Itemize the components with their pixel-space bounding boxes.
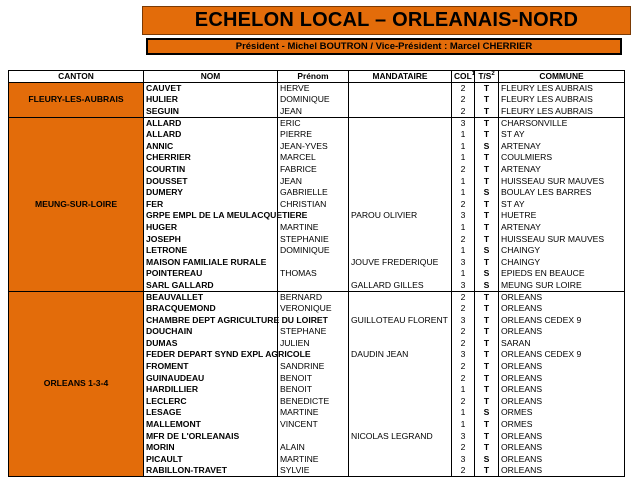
cell-prenom: FABRICE (278, 164, 349, 176)
cell-mandataire (349, 106, 452, 118)
cell-mandataire (349, 396, 452, 408)
cell-mandataire (349, 117, 452, 129)
cell-prenom: CHRISTIAN (278, 198, 349, 210)
cell-commune: ORLEANS (499, 372, 625, 384)
cell-nom: SEGUIN (144, 106, 278, 118)
cell-commune: EPIEDS EN BEAUCE (499, 268, 625, 280)
cell-commune: ORLEANS (499, 454, 625, 466)
cell-commune: ST AY (499, 129, 625, 141)
cell-mandataire: GUILLOTEAU FLORENT (349, 314, 452, 326)
cell-commune: ST AY (499, 198, 625, 210)
cell-mandataire (349, 361, 452, 373)
cell-commune: ORLEANS (499, 303, 625, 315)
cell-nom: POINTEREAU (144, 268, 278, 280)
page-title: ECHELON LOCAL – ORLEANAIS-NORD (194, 9, 579, 31)
cell-commune: SARAN (499, 338, 625, 350)
cell-commune: ARTENAY (499, 164, 625, 176)
cell-col: 2 (452, 233, 475, 245)
cell-ts: T (475, 198, 499, 210)
cell-mandataire (349, 164, 452, 176)
header-col-label: COL (454, 71, 472, 81)
cell-col: 1 (452, 407, 475, 419)
header-canton: CANTON (9, 71, 144, 83)
cell-col: 3 (452, 349, 475, 361)
table-body (9, 83, 625, 477)
cell-mandataire (349, 291, 452, 303)
cell-col: 3 (452, 210, 475, 222)
cell-nom: MALLEMONT (144, 419, 278, 431)
cell-nom: SARL GALLARD (144, 280, 278, 292)
cell-commune: HUISSEAU SUR MAUVES (499, 175, 625, 187)
cell-nom: DUMERY (144, 187, 278, 199)
cell-ts: T (475, 83, 499, 95)
cell-prenom: JEAN (278, 106, 349, 118)
cell-col: 1 (452, 268, 475, 280)
cell-mandataire (349, 372, 452, 384)
cell-col: 2 (452, 442, 475, 454)
cell-commune: FLEURY LES AUBRAIS (499, 83, 625, 95)
cell-commune: MEUNG SUR LOIRE (499, 280, 625, 292)
header-col-footnote: 1 (471, 71, 476, 78)
cell-col: 3 (452, 430, 475, 442)
cell-nom: LECLERC (144, 396, 278, 408)
cell-nom: JOSEPH (144, 233, 278, 245)
canton-cell: FLEURY-LES-AUBRAIS (9, 83, 144, 118)
cell-col: 2 (452, 396, 475, 408)
cell-nom: LETRONE (144, 245, 278, 257)
cell-nom: MFR DE L'ORLEANAIS (144, 430, 278, 442)
header-ts-label: T/S (478, 71, 492, 81)
cell-ts: T (475, 465, 499, 477)
cell-prenom: VERONIQUE (278, 303, 349, 315)
cell-prenom: SYLVIE (278, 465, 349, 477)
cell-nom: HARDILLIER (144, 384, 278, 396)
cell-ts: S (475, 140, 499, 152)
cell-col: 3 (452, 314, 475, 326)
cell-col: 2 (452, 83, 475, 95)
cell-ts: T (475, 210, 499, 222)
cell-nom: MAISON FAMILIALE RURALE (144, 256, 278, 268)
cell-mandataire: DAUDIN JEAN (349, 349, 452, 361)
cell-ts: S (475, 280, 499, 292)
cell-prenom: STEPHANIE (278, 233, 349, 245)
cell-prenom: BENOIT (278, 384, 349, 396)
cell-prenom: JEAN-YVES (278, 140, 349, 152)
cell-ts: S (475, 454, 499, 466)
canton-cell: MEUNG-SUR-LOIRE (9, 117, 144, 291)
cell-ts: S (475, 268, 499, 280)
cell-commune: BOULAY LES BARRES (499, 187, 625, 199)
cell-commune: CHAINGY (499, 245, 625, 257)
cell-commune: HUETRE (499, 210, 625, 222)
cell-mandataire (349, 140, 452, 152)
subtitle-banner (146, 38, 622, 55)
cell-nom: BEAUVALLET (144, 291, 278, 303)
cell-prenom: ALAIN (278, 442, 349, 454)
cell-ts: S (475, 187, 499, 199)
cell-nom: ALLARD (144, 129, 278, 141)
cell-mandataire (349, 187, 452, 199)
cell-prenom: GABRIELLE (278, 187, 349, 199)
cell-mandataire (349, 94, 452, 106)
cell-nom: GUINAUDEAU (144, 372, 278, 384)
cell-col: 3 (452, 454, 475, 466)
cell-mandataire (349, 407, 452, 419)
cell-col: 1 (452, 175, 475, 187)
cell-commune: ORLEANS CEDEX 9 (499, 314, 625, 326)
cell-col: 2 (452, 164, 475, 176)
cell-nom: HULIER (144, 94, 278, 106)
cell-mandataire (349, 442, 452, 454)
cell-col: 2 (452, 465, 475, 477)
table-row (9, 291, 625, 303)
cell-mandataire (349, 465, 452, 477)
cell-ts: T (475, 361, 499, 373)
cell-prenom: BERNARD (278, 291, 349, 303)
cell-commune: ORLEANS CEDEX 9 (499, 349, 625, 361)
cell-col: 1 (452, 129, 475, 141)
cell-prenom: MARCEL (278, 152, 349, 164)
cell-prenom: MARTINE (278, 222, 349, 234)
cell-prenom (278, 256, 349, 268)
cell-nom: RABILLON-TRAVET (144, 465, 278, 477)
cell-commune: FLEURY LES AUBRAIS (499, 94, 625, 106)
cell-commune: CHARSONVILLE (499, 117, 625, 129)
cell-nom: FEDER DEPART SYND EXPL AGRICOLE (144, 349, 278, 361)
cell-nom: CHAMBRE DEPT AGRICULTURE DU LOIRET (144, 314, 278, 326)
cell-prenom: STEPHANE (278, 326, 349, 338)
cell-ts: T (475, 442, 499, 454)
cell-nom: FER (144, 198, 278, 210)
cell-commune: ORLEANS (499, 396, 625, 408)
cell-mandataire (349, 222, 452, 234)
cell-ts: S (475, 245, 499, 257)
cell-mandataire (349, 152, 452, 164)
cell-prenom: BENOIT (278, 372, 349, 384)
page-subtitle: Président - Michel BOUTRON / Vice-Président : Marcel CHERRIER (235, 41, 533, 52)
cell-nom: COURTIN (144, 164, 278, 176)
cell-nom: ANNIC (144, 140, 278, 152)
cell-prenom: MARTINE (278, 407, 349, 419)
cell-ts: T (475, 106, 499, 118)
cell-prenom: DOMINIQUE (278, 94, 349, 106)
cell-col: 2 (452, 338, 475, 350)
cell-prenom: THOMAS (278, 268, 349, 280)
cell-col: 1 (452, 245, 475, 257)
header-nom: NOM (144, 71, 278, 83)
cell-nom: HUGER (144, 222, 278, 234)
cell-nom: CHERRIER (144, 152, 278, 164)
cell-mandataire (349, 129, 452, 141)
cell-col: 1 (452, 384, 475, 396)
cell-nom: LESAGE (144, 407, 278, 419)
cell-mandataire (349, 326, 452, 338)
cell-col: 3 (452, 256, 475, 268)
cell-ts: T (475, 94, 499, 106)
table-row (9, 117, 625, 129)
cell-nom: DOUCHAIN (144, 326, 278, 338)
cell-mandataire (349, 245, 452, 257)
cell-ts: T (475, 384, 499, 396)
members-table (8, 70, 625, 477)
cell-commune: HUISSEAU SUR MAUVES (499, 233, 625, 245)
cell-col: 3 (452, 117, 475, 129)
cell-ts: T (475, 222, 499, 234)
cell-ts: T (475, 372, 499, 384)
cell-commune: ORLEANS (499, 430, 625, 442)
cell-commune: ORMES (499, 407, 625, 419)
cell-nom: ALLARD (144, 117, 278, 129)
canton-cell: ORLEANS 1-3-4 (9, 291, 144, 477)
cell-commune: ORLEANS (499, 291, 625, 303)
cell-col: 2 (452, 303, 475, 315)
cell-prenom: DOMINIQUE (278, 245, 349, 257)
cell-ts: T (475, 256, 499, 268)
cell-commune: ORMES (499, 419, 625, 431)
cell-ts: T (475, 303, 499, 315)
cell-col: 1 (452, 419, 475, 431)
cell-mandataire (349, 303, 452, 315)
cell-ts: S (475, 407, 499, 419)
cell-nom: DUMAS (144, 338, 278, 350)
cell-mandataire: JOUVE FREDERIQUE (349, 256, 452, 268)
cell-ts: T (475, 175, 499, 187)
cell-mandataire (349, 175, 452, 187)
cell-commune: ARTENAY (499, 140, 625, 152)
cell-prenom: VINCENT (278, 419, 349, 431)
cell-ts: T (475, 152, 499, 164)
cell-nom: MORIN (144, 442, 278, 454)
cell-commune: COULMIERS (499, 152, 625, 164)
cell-nom: FROMENT (144, 361, 278, 373)
cell-prenom: ERIC (278, 117, 349, 129)
cell-commune: FLEURY LES AUBRAIS (499, 106, 625, 118)
cell-commune: ORLEANS (499, 384, 625, 396)
cell-mandataire (349, 419, 452, 431)
cell-col: 2 (452, 94, 475, 106)
cell-commune: ORLEANS (499, 465, 625, 477)
cell-mandataire (349, 338, 452, 350)
cell-mandataire (349, 268, 452, 280)
cell-mandataire (349, 83, 452, 95)
cell-ts: T (475, 314, 499, 326)
header-commune: COMMUNE (499, 71, 625, 83)
cell-ts: T (475, 396, 499, 408)
cell-ts: T (475, 430, 499, 442)
cell-commune: ARTENAY (499, 222, 625, 234)
cell-mandataire: GALLARD GILLES (349, 280, 452, 292)
cell-col: 2 (452, 106, 475, 118)
cell-col: 2 (452, 361, 475, 373)
cell-mandataire (349, 233, 452, 245)
cell-mandataire: NICOLAS LEGRAND (349, 430, 452, 442)
cell-ts: T (475, 129, 499, 141)
cell-ts: T (475, 338, 499, 350)
cell-nom: GRPE EMPL DE LA MEULACQUETIERE (144, 210, 278, 222)
header-col (452, 71, 475, 83)
cell-ts: T (475, 233, 499, 245)
cell-prenom: PIERRE (278, 129, 349, 141)
cell-commune: ORLEANS (499, 442, 625, 454)
header-mandataire: MANDATAIRE (349, 71, 452, 83)
cell-prenom: MARTINE (278, 454, 349, 466)
cell-ts: T (475, 117, 499, 129)
cell-col: 2 (452, 291, 475, 303)
cell-col: 2 (452, 326, 475, 338)
cell-commune: CHAINGY (499, 256, 625, 268)
table-row (9, 83, 625, 95)
cell-prenom (278, 280, 349, 292)
cell-nom: PICAULT (144, 454, 278, 466)
cell-col: 2 (452, 198, 475, 210)
cell-prenom (278, 430, 349, 442)
cell-nom: DOUSSET (144, 175, 278, 187)
cell-col: 1 (452, 187, 475, 199)
cell-mandataire (349, 454, 452, 466)
cell-col: 1 (452, 140, 475, 152)
cell-ts: T (475, 419, 499, 431)
table-header-row (9, 71, 625, 83)
cell-col: 1 (452, 152, 475, 164)
cell-commune: ORLEANS (499, 361, 625, 373)
cell-mandataire: PAROU OLIVIER (349, 210, 452, 222)
title-banner (142, 6, 631, 35)
cell-ts: T (475, 291, 499, 303)
cell-nom: CAUVET (144, 83, 278, 95)
cell-nom: BRACQUEMOND (144, 303, 278, 315)
cell-prenom: JULIEN (278, 338, 349, 350)
cell-col: 3 (452, 280, 475, 292)
cell-prenom: HERVE (278, 83, 349, 95)
cell-ts: T (475, 349, 499, 361)
cell-prenom: JEAN (278, 175, 349, 187)
cell-ts: T (475, 164, 499, 176)
cell-commune: ORLEANS (499, 326, 625, 338)
cell-col: 1 (452, 222, 475, 234)
cell-mandataire (349, 198, 452, 210)
header-ts-footnote: 2 (491, 71, 495, 78)
cell-prenom: BENEDICTE (278, 396, 349, 408)
cell-mandataire (349, 384, 452, 396)
header-prenom: Prénom (278, 71, 349, 83)
cell-prenom: SANDRINE (278, 361, 349, 373)
cell-ts: T (475, 326, 499, 338)
header-ts (475, 71, 499, 83)
cell-col: 2 (452, 372, 475, 384)
